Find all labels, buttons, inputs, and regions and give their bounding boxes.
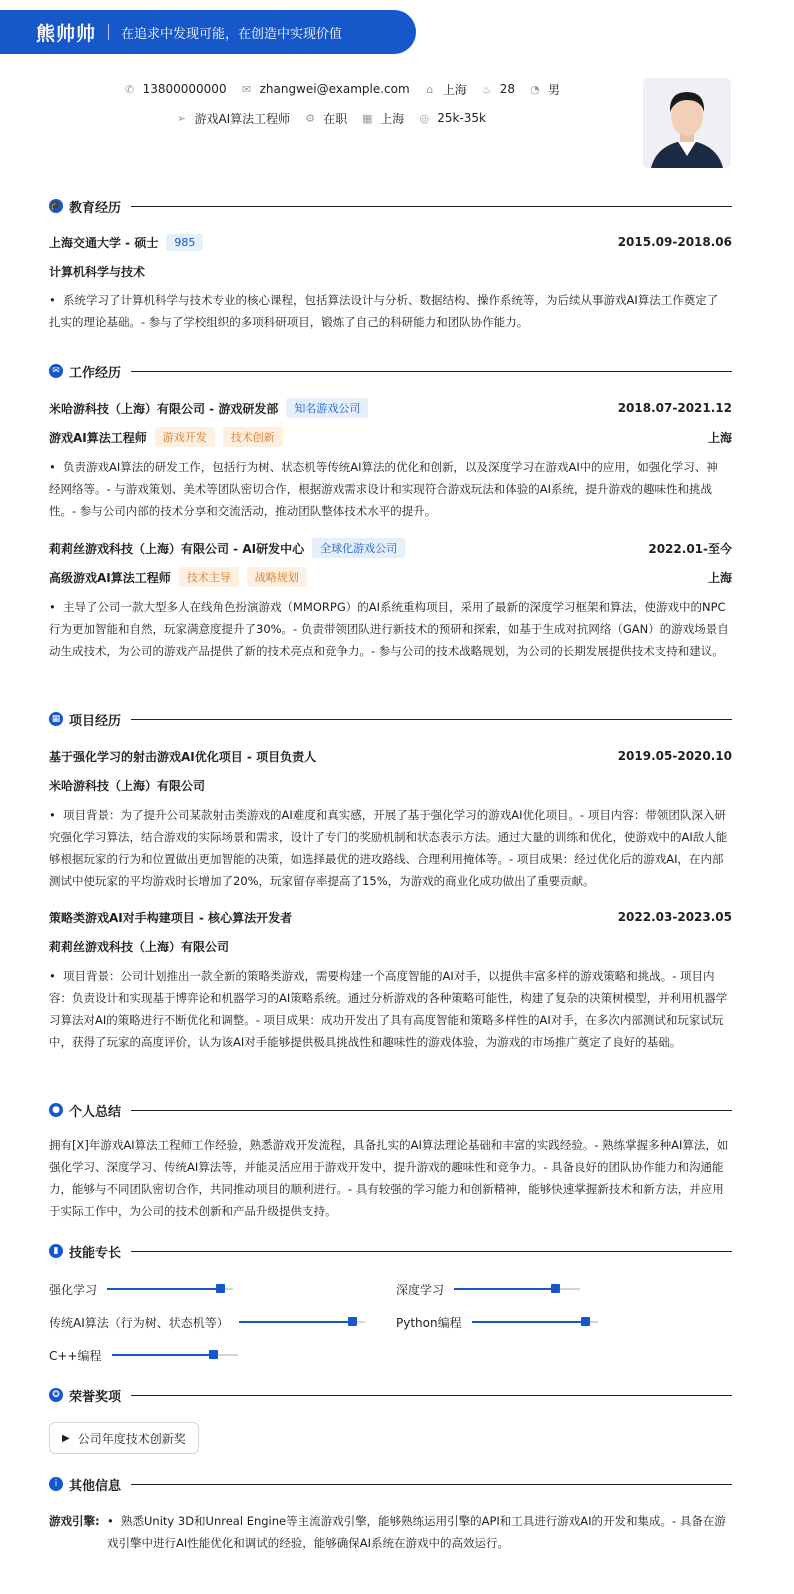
candidate-name: 熊帅帅 <box>36 22 97 45</box>
phone-item <box>124 82 227 96</box>
project-period: 2022.03-2023.05 <box>617 910 732 924</box>
project-title: 策略类游戏AI对手构建项目 - 核心算法开发者 <box>49 910 293 925</box>
skill-bar <box>112 1354 238 1356</box>
project-period: 2019.05-2020.10 <box>617 749 732 763</box>
project-description-1 <box>49 804 729 892</box>
major-name: 计算机科学与技术 <box>49 264 146 279</box>
header-banner <box>0 10 416 54</box>
skill-bar-knob <box>216 1284 225 1293</box>
status-text: 在职 <box>323 111 348 126</box>
contact-info <box>0 80 560 138</box>
role-name: 高级游戏AI算法工程师 <box>49 570 171 585</box>
summary-text: 拥有[X]年游戏AI算法工程师工作经验，熟悉游戏开发流程，具备扎实的AI算法理论基础和丰富的实践经验。- 熟练掌握多种AI算法，如强化学习、深度学习、传统AI算法等，并能灵活应用于游戏开发中，提升游戏的趣味性和竞争力。- 具备良好的团队协作能力和沟通能力，能够与不同团队密切合作，共同推动项目的顺利进行。- 具有较强的学习能力和创新精神，能够快速掌握新技术和新方法，并应用于实际工作中，为公司的技术创新和产品升级提供支持。 <box>49 1138 729 1218</box>
education-major-row <box>49 261 732 281</box>
school-tag: 985 <box>166 234 203 251</box>
section-divider <box>131 1484 732 1485</box>
bar-chart-icon: ▮ <box>49 1244 63 1258</box>
section-summary <box>49 1100 732 1120</box>
project-description-2 <box>49 965 729 1053</box>
section-divider <box>131 1251 732 1252</box>
bullet-dot: • <box>49 808 56 822</box>
skill-name: 传统AI算法（行为树、状态机等） <box>49 1315 229 1330</box>
skill-bar-fill <box>454 1288 555 1290</box>
section-projects <box>49 709 732 729</box>
contact-row-1 <box>0 80 560 98</box>
skill-bar-knob <box>581 1317 590 1326</box>
banner-divider <box>108 24 109 40</box>
work-role-row-2 <box>49 567 732 587</box>
section-work <box>49 361 732 381</box>
honor-item[interactable] <box>49 1422 199 1454</box>
education-period: 2015.09-2018.06 <box>617 235 732 249</box>
location-text: 上海 <box>442 82 467 97</box>
skill-bar-knob <box>348 1317 357 1326</box>
graduation-cap-icon: 🎓 <box>50 201 62 211</box>
skill-bar <box>107 1288 233 1290</box>
education-description <box>49 289 729 333</box>
section-title-honors: 荣誉奖项 <box>69 1389 122 1405</box>
section-title-summary: 个人总结 <box>69 1104 122 1120</box>
work-desc-text: 主导了公司一款大型多人在线角色扮演游戏（MMORPG）的AI系统重构项目，采用了最新的深度学习框架和算法，使游戏中的NPC行为更加智能和自然，玩家满意度提升了30%。- 负责带领团队进行新技术的预研和探索，如基于生成对抗网络（GAN）的游戏场景自动生成技术，为公司的游戏产品提供了新的技术亮点和竞争力。- 参与公司的技术战略规划，为公司的长期发展提供技术支持和建议。 <box>49 600 729 658</box>
role-tag: 技术主导 <box>179 567 239 587</box>
bullet-dot: • <box>49 600 56 614</box>
section-education <box>49 196 732 216</box>
mail-icon: ✉ <box>241 82 252 96</box>
skill-item <box>396 1314 598 1330</box>
award-icon: ✪ <box>49 1388 63 1402</box>
work-description-2 <box>49 596 729 662</box>
work-description-1 <box>49 456 729 522</box>
work-location: 上海 <box>707 570 732 585</box>
other-info <box>49 1510 731 1554</box>
section-title-education: 教育经历 <box>69 200 122 216</box>
section-divider <box>131 1395 732 1396</box>
work-entry-head-2 <box>49 538 732 558</box>
skill-item <box>49 1347 238 1363</box>
section-other <box>49 1474 732 1494</box>
skill-bar-fill <box>239 1321 352 1323</box>
work-role-row-1 <box>49 427 732 447</box>
skill-name: C++编程 <box>49 1348 102 1363</box>
age-text: 28 <box>499 82 515 96</box>
cake-icon: ♨ <box>481 82 492 96</box>
company-name: 莉莉丝游戏科技（上海）有限公司 - AI研发中心 <box>49 541 305 556</box>
project-entry-head-1 <box>49 746 732 766</box>
skill-name: 深度学习 <box>396 1282 445 1297</box>
skill-item <box>396 1281 580 1297</box>
age-item <box>481 82 515 96</box>
salary-item <box>418 111 486 125</box>
avatar <box>643 78 731 168</box>
bullet-dot: • <box>49 969 56 983</box>
skill-name: Python编程 <box>396 1315 462 1330</box>
salary-text: 25k-35k <box>437 111 486 125</box>
role-tag: 战略规划 <box>247 567 307 587</box>
section-title-projects: 项目经历 <box>69 713 122 729</box>
info-icon: i <box>49 1477 63 1491</box>
coin-icon: ◎ <box>419 111 430 125</box>
project-company-row-2 <box>49 936 732 956</box>
work-desc-text: 负责游戏AI算法的研发工作，包括行为树、状态机等传统AI算法的优化和创新，以及深度学习在游戏AI中的应用，如强化学习、神经网络等。- 与游戏策划、美术等团队密切合作，根据游戏需求设计和实现符合游戏玩法和体验的AI系统，提升游戏的趣味性和挑战性。- 参与公司内部的技术分享和交流活动，推动团队整体技术水平的提升。 <box>49 460 718 518</box>
location-item <box>424 81 467 98</box>
skill-bar-knob <box>551 1284 560 1293</box>
bullet-dot: • <box>49 293 56 307</box>
honor-name: 公司年度技术创新奖 <box>77 1431 186 1446</box>
project-desc-text: 项目背景：公司计划推出一款全新的策略类游戏，需要构建一个高度智能的AI对手，以提供丰富多样的游戏策略和挑战。- 项目内容：负责设计和实现基于博弈论和机器学习的AI策略系统。通过分析游戏的各种策略可能性，构建了复杂的决策树模型，并利用机器学习算法对AI的策略进行不断优化和调整。- 项目成果：成功开发出了具有高度智能和策略多样性的AI对手，在多次内部测试和玩家试玩中，获得了玩家的高度评价，认为该AI对手能够提供极具挑战性和趣味性的游戏体验，为游戏的市场推广奠定了良好的基础。 <box>49 969 728 1049</box>
skill-bar-fill <box>472 1321 585 1323</box>
contact-row-2 <box>0 109 560 127</box>
skill-bar-fill <box>107 1288 220 1290</box>
briefcase-icon: ✉ <box>49 364 63 378</box>
section-divider <box>131 206 732 207</box>
project-desc-text: 项目背景：为了提升公司某款射击类游戏的AI难度和真实感，开展了基于强化学习的游戏AI优化项目。- 项目内容：带领团队深入研究强化学习算法，结合游戏的实际场景和需求，设计了专门的奖励机制和状态表示方法。通过大量的训练和优化，使游戏中的AI敌人能够根据玩家的行为和位置做出更加智能的决策，如选择最优的进攻路线、合理利用掩体等。- 项目成果：经过优化后的游戏AI，在内部测试中使玩家的平均游戏时长增加了20%，玩家留存率提高了15%，为游戏的商业化成功做出了重要贡献。 <box>49 808 728 888</box>
section-skills <box>49 1241 732 1261</box>
phone-text: 13800000000 <box>142 82 227 96</box>
section-title-skills: 技能专长 <box>69 1245 122 1261</box>
company-name: 米哈游科技（上海）有限公司 - 游戏研发部 <box>49 401 279 416</box>
school-name: 上海交通大学 - 硕士 <box>49 235 159 250</box>
other-text-wrap <box>107 1510 731 1554</box>
grid-icon: ▦ <box>49 712 63 726</box>
other-text: 熟悉Unity 3D和Unreal Engine等主流游戏引擎，能够熟练运用引擎的API和工具进行游戏AI的开发和集成。- 具备在游戏引擎中进行AI性能优化和调试的经验，能够确保AI系统在游戏中的高效运行。 <box>107 1514 726 1550</box>
phone-icon: ✆ <box>124 82 135 96</box>
skill-bar <box>239 1321 365 1323</box>
section-divider <box>131 1110 732 1111</box>
company-tag: 全球化游戏公司 <box>312 538 405 558</box>
skill-item <box>49 1281 233 1297</box>
project-title: 基于强化学习的射击游戏AI优化项目 - 项目负责人 <box>49 749 317 764</box>
skill-bar-knob <box>209 1350 218 1359</box>
project-company: 米哈游科技（上海）有限公司 <box>49 778 206 793</box>
email-text: zhangwei@example.com <box>259 82 410 96</box>
education-entry-head <box>49 232 732 252</box>
gender-icon: ◔ <box>530 82 540 96</box>
skill-bar <box>472 1321 598 1323</box>
user-icon: ● <box>49 1103 63 1117</box>
avatar-portrait-icon <box>643 78 731 168</box>
skill-name: 强化学习 <box>49 1282 98 1297</box>
role-name: 游戏AI算法工程师 <box>49 430 147 445</box>
section-honors <box>49 1385 732 1405</box>
role-tag: 技术创新 <box>223 427 283 447</box>
project-company: 莉莉丝游戏科技（上海）有限公司 <box>49 939 230 954</box>
role-tag: 游戏开发 <box>155 427 215 447</box>
position-item <box>175 110 290 127</box>
gear-icon: ⚙ <box>305 111 316 125</box>
home-icon: ⌂ <box>426 82 434 96</box>
work-period: 2022.01-至今 <box>648 541 732 556</box>
send-icon: ➢ <box>176 111 187 125</box>
work-location: 上海 <box>707 430 732 445</box>
building-icon: ▦ <box>362 111 373 125</box>
city-item <box>361 110 404 127</box>
other-label: 游戏引擎: <box>49 1514 100 1528</box>
candidate-motto: 在追求中发现可能，在创造中实现价值 <box>121 26 343 42</box>
section-divider <box>131 719 732 720</box>
skill-bar-fill <box>112 1354 213 1356</box>
project-company-row-1 <box>49 775 732 795</box>
play-icon: ▶ <box>62 1432 70 1444</box>
position-text: 游戏AI算法工程师 <box>194 111 291 126</box>
gender-text: 男 <box>547 82 560 97</box>
email-item <box>241 82 410 96</box>
gender-item <box>529 81 560 98</box>
bullet-dot: • <box>107 1514 114 1528</box>
section-divider <box>131 371 732 372</box>
work-entry-head-1 <box>49 398 732 418</box>
project-entry-head-2 <box>49 907 732 927</box>
education-desc-text: 系统学习了计算机科学与技术专业的核心课程，包括算法设计与分析、数据结构、操作系统等，为后续从事游戏AI算法工作奠定了扎实的理论基础。- 参与了学校组织的多项科研项目，锻炼了自己的科研能力和团队协作能力。 <box>49 293 719 329</box>
bullet-dot: • <box>49 460 56 474</box>
company-tag: 知名游戏公司 <box>286 398 368 418</box>
section-title-other: 其他信息 <box>69 1478 122 1494</box>
status-item <box>304 110 347 127</box>
work-period: 2018.07-2021.12 <box>617 401 732 415</box>
skill-item <box>49 1314 365 1330</box>
city-text: 上海 <box>380 111 405 126</box>
skill-bar <box>454 1288 580 1290</box>
section-title-work: 工作经历 <box>69 365 122 381</box>
